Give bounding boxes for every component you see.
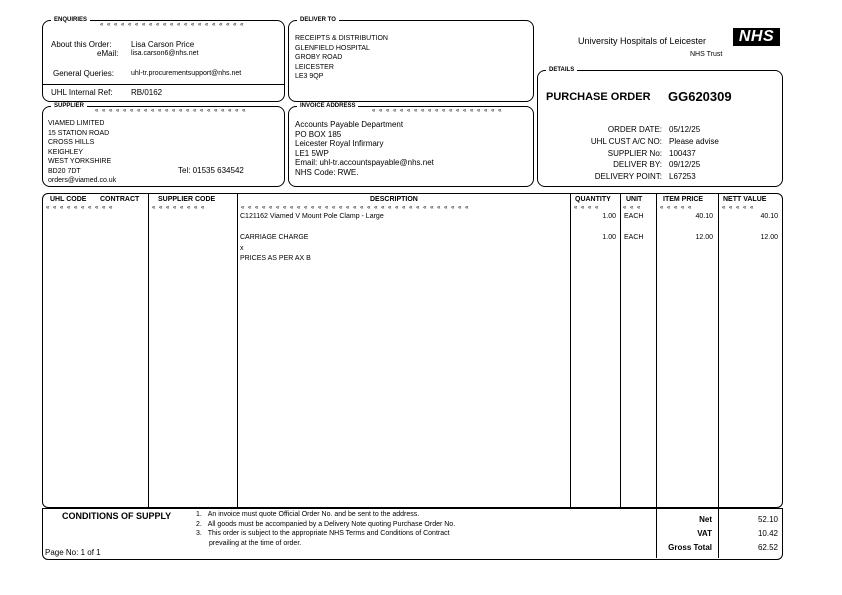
row-item-price: 40.10	[695, 213, 713, 220]
deliver-to-address	[295, 34, 388, 82]
invoice-email[interactable]: Email: uhl-tr.accountspayable@nhs.net	[295, 158, 434, 167]
supplier-line: BD20 7DT	[48, 167, 81, 175]
vat-label: VAT	[697, 529, 712, 538]
row-quantity: 1.00	[602, 213, 616, 220]
supplier-line: KEIGHLEY	[48, 148, 84, 156]
cust-ac-label: UHL CUST A/C NO:	[590, 136, 662, 146]
row-item-price: 12.00	[695, 234, 713, 241]
general-email[interactable]: uhl-tr.procurementsupport@nhs.net	[131, 70, 242, 77]
contact-email[interactable]: lisa.carson6@nhs.net	[131, 50, 199, 57]
row-nett-value: 40.10	[760, 213, 778, 220]
page-number: Page No: 1 of 1	[45, 548, 101, 557]
condition-item: 1. An invoice must quote Official Order No. and be sent to the address.	[196, 511, 420, 518]
net-value: 52.10	[757, 515, 778, 524]
email-label: eMail:	[97, 49, 119, 58]
condition-item-cont: prevailing at the time of order.	[209, 539, 302, 547]
trust-name: University Hospitals of Leicester	[578, 36, 707, 46]
deliver-to-header: DELIVER TO	[297, 17, 339, 23]
col-divider	[237, 193, 238, 508]
details-values	[669, 124, 719, 183]
deliver-by-label: DELIVER BY:	[613, 160, 662, 170]
header-dots: « « « « « « « « « «	[46, 205, 114, 211]
invoice-line: NHS Code: RWE.	[295, 167, 359, 177]
details-labels	[560, 124, 662, 183]
col-header-quantity: QUANTITY	[575, 196, 611, 203]
deliver-by-value: 09/12/25	[669, 160, 701, 170]
cust-ac-value: Please advise	[669, 136, 719, 146]
supplier-tel: Tel: 01535 634542	[178, 166, 244, 175]
invoice-line: Accounts Payable Department	[295, 120, 404, 129]
invoice-address-header: INVOICE ADDRESS	[297, 103, 358, 109]
supplier-line: WEST YORKSHIRE	[48, 158, 112, 165]
supplier-line: CROSS HILLS	[48, 139, 95, 146]
vat-value: 10.42	[757, 529, 778, 538]
delivery-point-label: DELIVERY POINT:	[594, 172, 662, 182]
invoice-line: Leicester Royal Infirmary	[295, 139, 384, 148]
condition-item: 3. This order is subject to the appropriate NHS Terms and Conditions of Contract	[196, 530, 450, 537]
order-date-value: 05/12/25	[669, 125, 701, 134]
col-header-nett-value: NETT VALUE	[723, 196, 767, 203]
col-header-contract: CONTRACT	[100, 196, 140, 203]
supplier-email[interactable]: orders@viamed.co.uk	[48, 177, 117, 184]
header-dots: « « « « «	[722, 205, 755, 211]
col-divider	[620, 193, 621, 508]
internal-ref-value: RB/0162	[131, 88, 163, 97]
about-order-label: About this Order:	[51, 40, 112, 49]
invoice-line: PO BOX 185	[295, 129, 342, 139]
contact-name: Lisa Carson Price	[131, 40, 195, 49]
deliver-line: LE3 9QP	[295, 73, 324, 80]
invoice-line: LE1 5WP	[295, 148, 329, 158]
col-divider	[656, 193, 657, 508]
net-label: Net	[699, 515, 712, 524]
row-unit: EACH	[624, 213, 644, 220]
header-dots: « « « «	[574, 205, 600, 211]
header-dots: « « « « « « « «	[152, 205, 206, 211]
deliver-line: GROBY ROAD	[295, 54, 343, 61]
general-queries-label: General Queries:	[53, 69, 114, 78]
deliver-line: LEICESTER	[295, 63, 334, 71]
row-description: C121162 Viamed V Mount Pole Clamp - Large	[240, 213, 384, 220]
header-dots: « « « « « « « « « « « « « « « « « « « « « « « « « « « « « « « « «	[241, 205, 470, 211]
nhs-logo: NHS	[733, 28, 780, 46]
supplier-no-label: SUPPLIER No:	[607, 148, 662, 158]
extra-line: PRICES AS PER AX B	[240, 255, 311, 262]
enquiries-divider	[42, 84, 285, 85]
col-divider	[570, 193, 571, 508]
row-nett-value: 12.00	[760, 234, 778, 241]
enquiries-header: ENQUIRIES	[51, 17, 90, 23]
trust-subtitle: NHS Trust	[690, 51, 723, 58]
col-divider	[718, 193, 719, 508]
details-header: DETAILS	[546, 67, 577, 73]
gross-value: 62.52	[757, 543, 778, 552]
deliver-line: RECEIPTS & DISTRIBUTION	[295, 35, 388, 42]
row-quantity: 1.00	[602, 234, 616, 241]
po-number: GG620309	[668, 89, 732, 104]
supplier-address	[48, 119, 116, 186]
enquiries-dots: « « « « « « « « « « « « « « « « « « « « «	[100, 22, 245, 28]
col-divider	[148, 193, 149, 508]
supplier-no-value: 100437	[669, 148, 696, 158]
col-header-unit: UNIT	[626, 196, 643, 203]
col-header-uhl-code: UHL CODE	[50, 196, 87, 203]
invoice-dots: « « « « « « « « « « « « « « « « « « «	[372, 108, 503, 114]
row-description: CARRIAGE CHARGE	[240, 234, 309, 241]
condition-item: 2. All goods must be accompanied by a Delivery Note quoting Purchase Order No.	[196, 520, 456, 528]
invoice-address-lines	[295, 120, 434, 177]
header-dots: « « «	[623, 205, 642, 211]
row-unit: EACH	[624, 234, 644, 241]
po-label: PURCHASE ORDER	[546, 91, 651, 103]
supplier-line: 15 STATION ROAD	[48, 129, 110, 137]
extra-line: x	[240, 245, 244, 252]
internal-ref-label: UHL Internal Ref:	[51, 88, 113, 97]
conditions-title: CONDITIONS OF SUPPLY	[62, 511, 172, 521]
footer-box	[42, 508, 783, 560]
supplier-header: SUPPLIER	[51, 103, 87, 109]
header-dots: « « « « «	[660, 205, 693, 211]
col-header-description: DESCRIPTION	[370, 196, 418, 203]
order-date-label: ORDER DATE:	[607, 125, 662, 134]
supplier-line: VIAMED LIMITED	[48, 120, 105, 127]
supplier-dots: « « « « « « « « « « « « « « « « « « « « « «	[95, 108, 247, 114]
gross-label: Gross Total	[668, 543, 712, 552]
col-header-supplier-code: SUPPLIER CODE	[158, 196, 216, 203]
deliver-line: GLENFIELD HOSPITAL	[295, 44, 370, 52]
delivery-point-value: L67253	[669, 172, 696, 182]
col-header-item-price: ITEM PRICE	[663, 196, 704, 203]
